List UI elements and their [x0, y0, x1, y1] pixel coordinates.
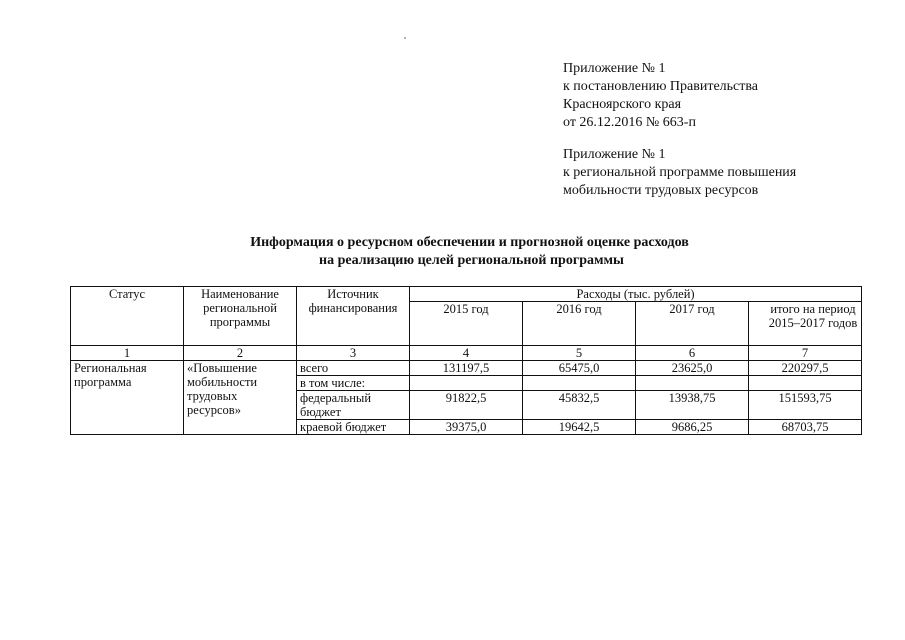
- column-number: 3: [297, 346, 410, 361]
- header-year-2015: 2015 год: [410, 302, 523, 346]
- value-total: [749, 376, 862, 391]
- header-status: Статус: [71, 287, 184, 346]
- status-cell: Региональная программа: [71, 361, 184, 435]
- value-2017: 13938,75: [636, 391, 749, 420]
- appendix-1-block: [563, 60, 758, 132]
- value-2016: 45832,5: [523, 391, 636, 420]
- column-number: 6: [636, 346, 749, 361]
- column-number: 7: [749, 346, 862, 361]
- appendix-2-block: [563, 146, 796, 200]
- appendix-2-line: мобильности трудовых ресурсов: [563, 183, 759, 198]
- value-2017: 23625,0: [636, 361, 749, 376]
- resource-table: [70, 286, 862, 435]
- value-total: 220297,5: [749, 361, 862, 376]
- appendix-1-line: Красноярского края: [563, 97, 682, 112]
- column-number: 4: [410, 346, 523, 361]
- value-2016: 19642,5: [523, 420, 636, 435]
- source-cell: краевой бюджет: [297, 420, 410, 435]
- source-cell: федеральный бюджет: [297, 391, 410, 420]
- value-2017: [636, 376, 749, 391]
- title-line-2: на реализацию целей региональной программы: [319, 253, 624, 268]
- value-2016: [523, 376, 636, 391]
- header-expenses: Расходы (тыс. рублей): [410, 287, 862, 302]
- value-2017: 9686,25: [636, 420, 749, 435]
- appendix-2-line: к региональной программе повышения: [563, 165, 797, 180]
- header-total-text: итого на период 2015–2017 годов: [768, 302, 858, 330]
- header-source: Источник финансирования: [297, 287, 410, 346]
- source-cell: в том числе:: [297, 376, 410, 391]
- header-program-name: Наименование региональной программы: [184, 287, 297, 346]
- column-number: 2: [184, 346, 297, 361]
- header-year-2016: 2016 год: [523, 302, 636, 346]
- appendix-2-line: Приложение № 1: [563, 147, 666, 162]
- value-2015: [410, 376, 523, 391]
- value-total: 151593,75: [749, 391, 862, 420]
- appendix-1-line: от 26.12.2016 № 663-п: [563, 115, 696, 130]
- value-2016: 65475,0: [523, 361, 636, 376]
- program-name-cell: «Повышение мобильности трудовых ресурсов»: [184, 361, 297, 435]
- appendix-1-line: Приложение № 1: [563, 61, 666, 76]
- scan-speck: [404, 37, 406, 39]
- column-number: 1: [71, 346, 184, 361]
- column-number: 5: [523, 346, 636, 361]
- document-title: [0, 234, 905, 270]
- header-year-2017: 2017 год: [636, 302, 749, 346]
- value-2015: 131197,5: [410, 361, 523, 376]
- value-2015: 91822,5: [410, 391, 523, 420]
- value-2015: 39375,0: [410, 420, 523, 435]
- title-line-1: Информация о ресурсном обеспечении и прогнозной оценке расходов: [250, 235, 689, 250]
- source-cell: всего: [297, 361, 410, 376]
- value-total: 68703,75: [749, 420, 862, 435]
- appendix-1-line: к постановлению Правительства: [563, 79, 759, 94]
- header-total: [749, 302, 862, 346]
